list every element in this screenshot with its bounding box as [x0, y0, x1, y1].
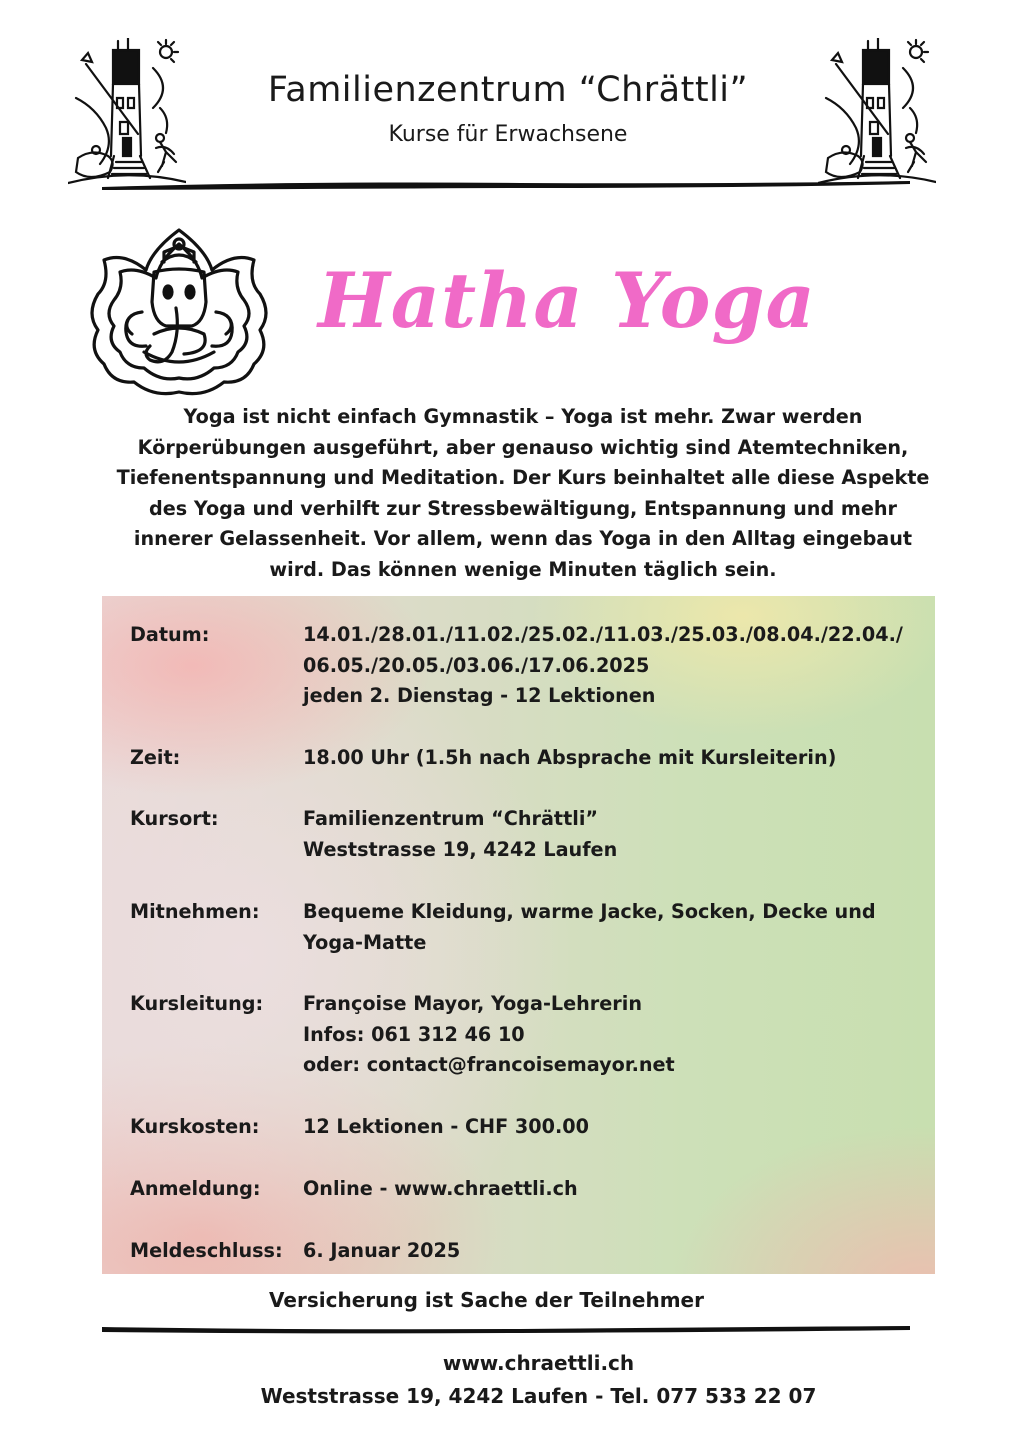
footer-website: www.chraettli.ch: [442, 1351, 635, 1375]
course-details-panel: [102, 596, 935, 1274]
detail-value: [303, 989, 933, 1081]
detail-value: [303, 1236, 933, 1267]
detail-line: 6. Januar 2025: [303, 1239, 461, 1262]
detail-line: Bequeme Kleidung, warme Jacke, Socken, Decke und: [303, 900, 876, 923]
detail-label: Kursleitung:: [130, 992, 264, 1015]
detail-label: Datum:: [130, 623, 210, 646]
detail-line: oder: contact@francoisemayor.net: [303, 1053, 675, 1076]
detail-value: [303, 1112, 933, 1143]
detail-line: 18.00 Uhr (1.5h nach Absprache mit Kursleiterin): [303, 746, 837, 769]
detail-line: Online - www.chraettli.ch: [303, 1177, 578, 1200]
detail-value: [303, 804, 933, 865]
insurance-note: Versicherung ist Sache der Teilnehmer: [269, 1288, 704, 1312]
header-subtitle: Kurse für Erwachsene: [388, 122, 628, 147]
detail-line: 12 Lektionen - CHF 300.00: [303, 1115, 589, 1138]
footer-address: Weststrasse 19, 4242 Laufen - Tel. 077 533 22 07: [260, 1384, 817, 1408]
detail-line: Familienzentrum “Chrättli”: [303, 807, 599, 830]
detail-line: Weststrasse 19, 4242 Laufen: [303, 837, 618, 861]
detail-label: Kurskosten:: [130, 1115, 260, 1138]
course-description: Yoga ist nicht einfach Gymnastik – Yoga ist mehr. Zwar werden Körperübungen ausgeführt, aber genauso wichtig sind Atemtechniken, Tiefenentspannung und Meditation. Der Kurs beinhaltet alle diese Aspekte des Yoga und verhilft zur Stressbewältigung, Entspannung und mehr innerer Gelassenheit. Vor allem, wenn das Yoga in den Alltag eingebaut wird. Das können wenige Minuten täglich sein.: [116, 405, 930, 581]
tower-logo-icon: [818, 38, 936, 186]
detail-value: [303, 897, 933, 958]
bottom-divider: [100, 1322, 912, 1336]
detail-label: Zeit:: [130, 746, 181, 769]
detail-value: [303, 743, 933, 774]
tower-logo-icon: [68, 38, 186, 186]
detail-label: Anmeldung:: [130, 1177, 261, 1200]
detail-line: jeden 2. Dienstag - 12 Lektionen: [303, 684, 656, 707]
detail-value: [303, 1174, 933, 1205]
detail-line: 06.05./20.05./03.06./17.06.2025: [303, 653, 650, 677]
ganesha-icon: [84, 222, 274, 400]
detail-label: Meldeschluss:: [130, 1239, 283, 1262]
detail-label: Kursort:: [130, 807, 219, 830]
detail-line: Yoga-Matte: [303, 930, 427, 954]
detail-value: [303, 620, 933, 712]
detail-line: 14.01./28.01./11.02./25.02./11.03./25.03./08.04./22.04./: [303, 623, 903, 646]
detail-label: Mitnehmen:: [130, 900, 260, 923]
course-title: Hatha Yoga: [318, 256, 816, 345]
detail-line: Françoise Mayor, Yoga-Lehrerin: [303, 992, 642, 1015]
top-divider: [100, 178, 912, 192]
organization-title: Familienzentrum “Chrättli”: [267, 70, 749, 110]
detail-line: Infos: 061 312 46 10: [303, 1022, 525, 1046]
